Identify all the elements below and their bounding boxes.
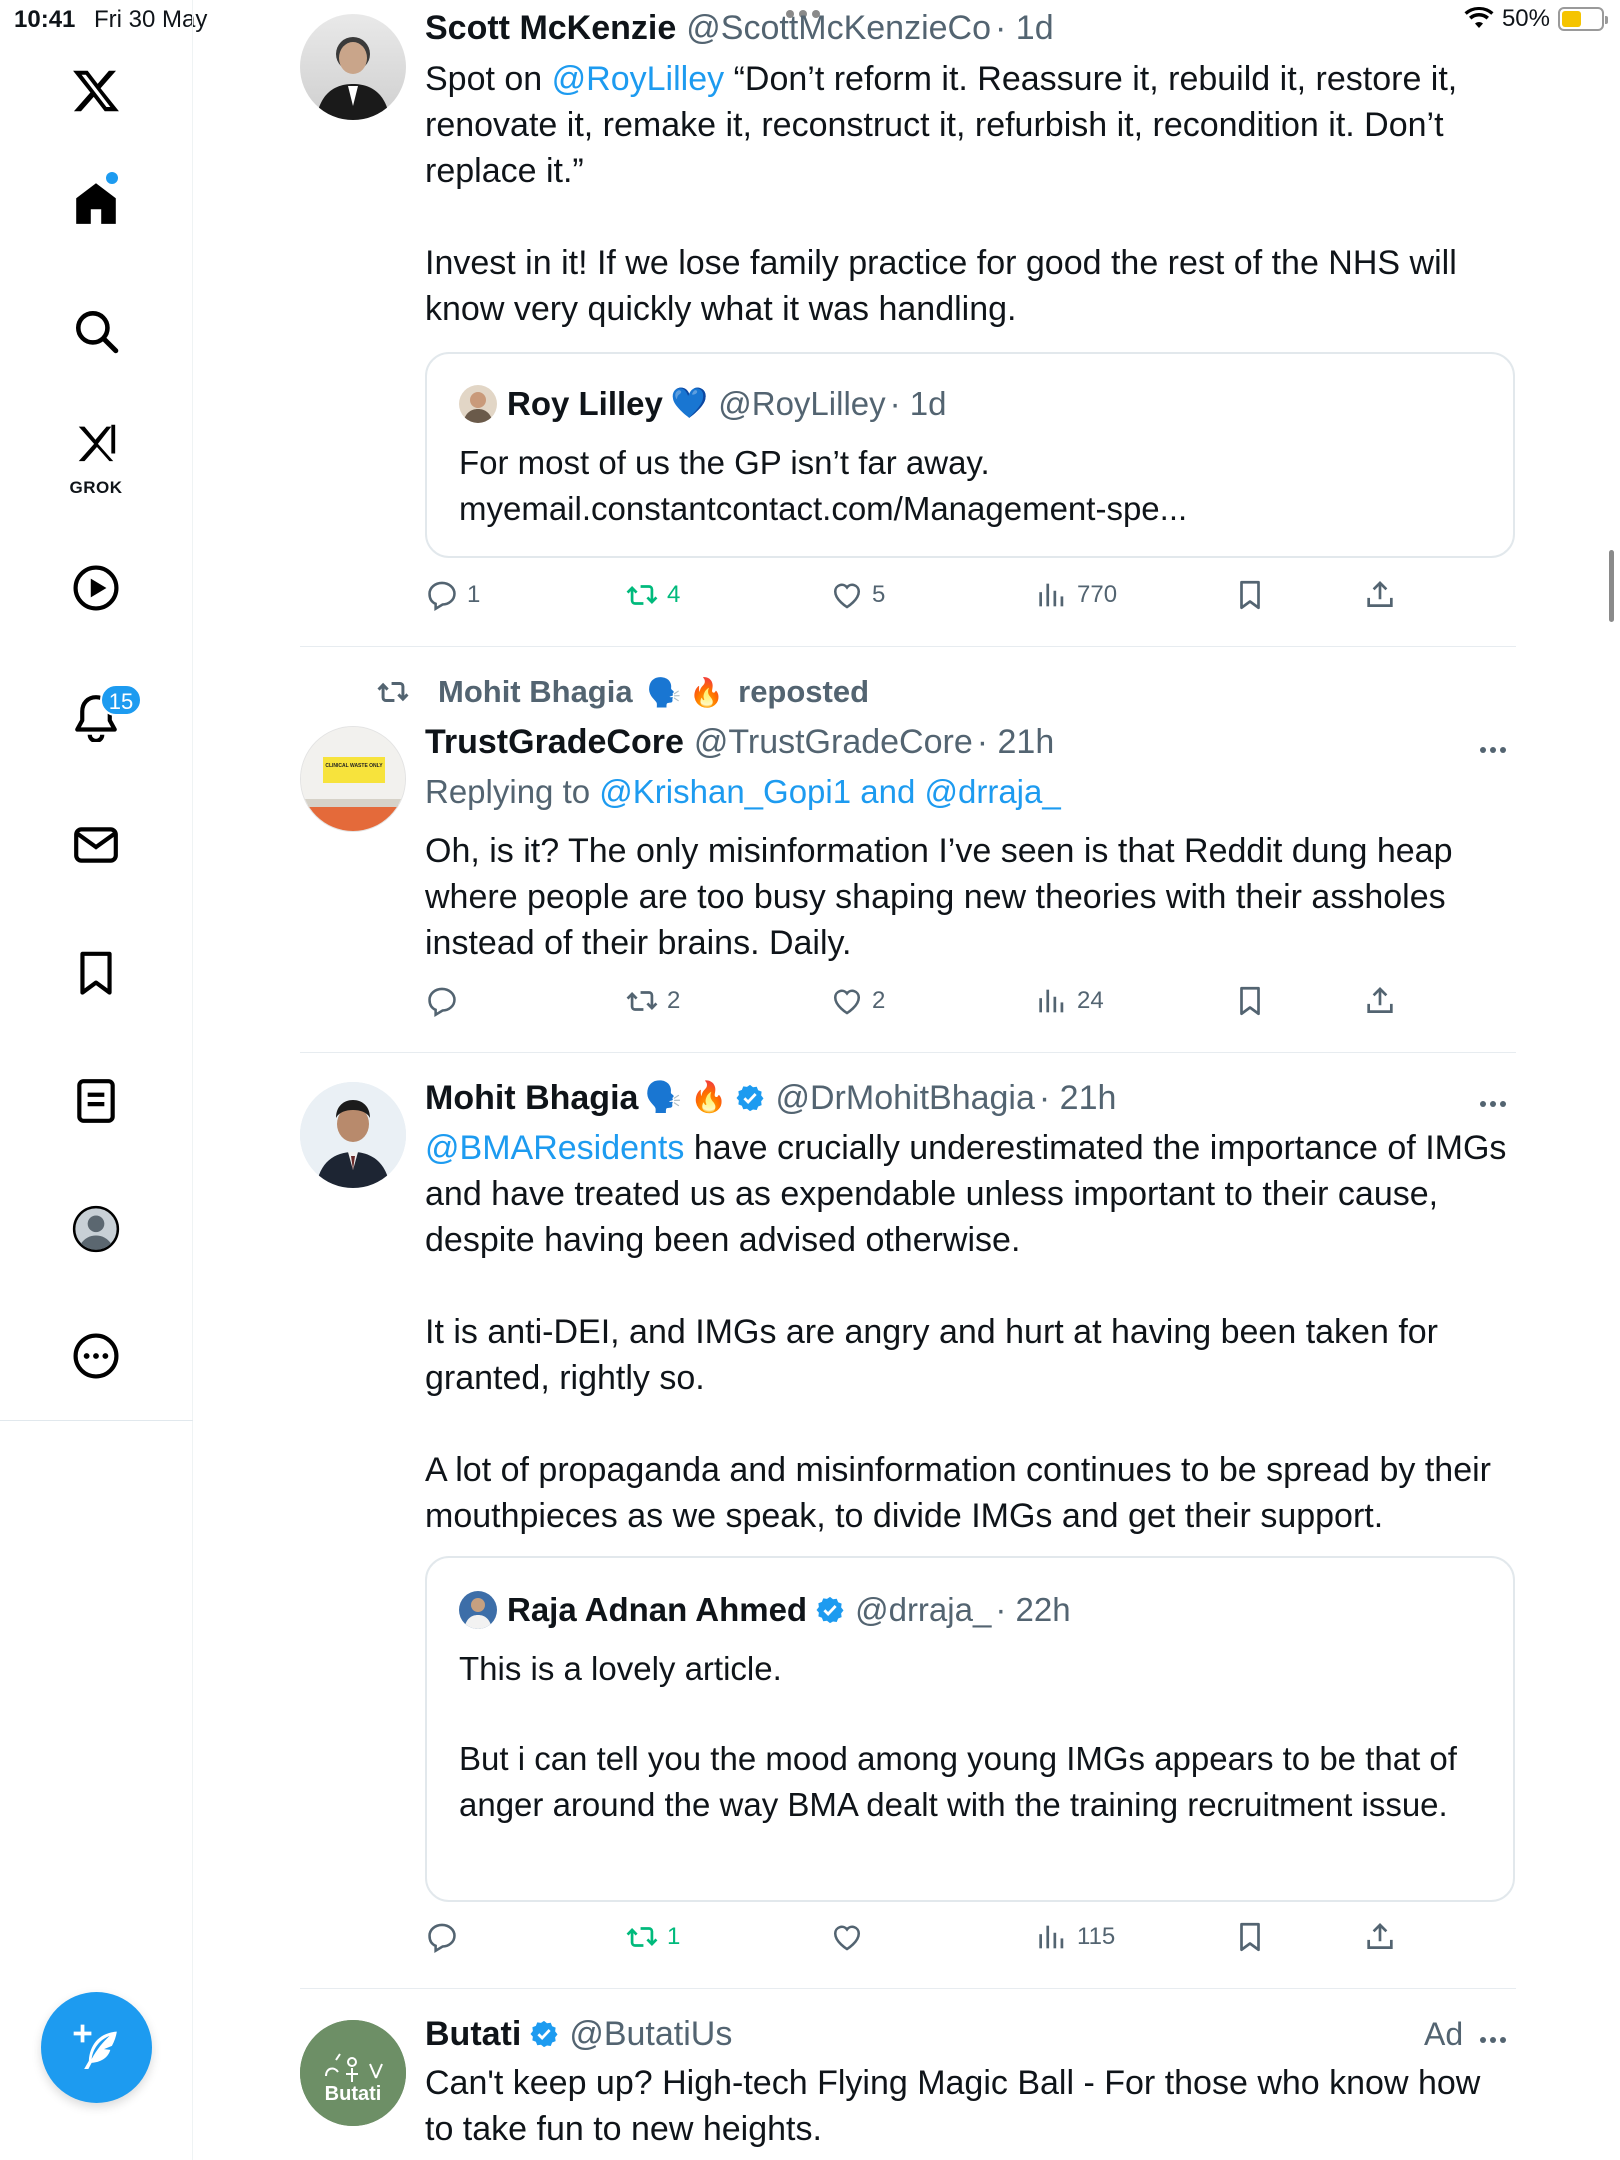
avatar[interactable] <box>300 14 406 120</box>
like-button[interactable] <box>830 984 885 1018</box>
status-time: 10:41 <box>14 6 76 33</box>
replying-prefix: Replying to <box>425 773 591 810</box>
repost-button[interactable] <box>625 578 680 612</box>
tweet-text-part: Spot on <box>425 60 552 98</box>
bookmark-button[interactable] <box>1233 984 1267 1018</box>
share-button[interactable] <box>1363 1920 1397 1954</box>
tweet-header <box>425 6 1515 50</box>
heart-icon <box>830 1920 864 1954</box>
tweet-header <box>425 1076 1515 1120</box>
envelope-icon[interactable] <box>55 804 137 886</box>
views-icon <box>1035 578 1069 612</box>
share-icon <box>1363 1920 1397 1954</box>
repost-button[interactable] <box>625 984 680 1018</box>
repost-icon <box>376 675 410 709</box>
tweet-author-name[interactable]: Mohit Bhagia <box>425 1079 639 1117</box>
sidebar <box>0 0 193 2160</box>
quote-author-name: Roy Lilley <box>507 385 663 422</box>
avatar-sign-text: CLINICAL WASTE ONLY <box>325 763 383 769</box>
play-icon[interactable] <box>55 547 137 629</box>
replying-and: and <box>860 773 916 810</box>
quote-text-paragraph: But i can tell you the mood among young IMGs appears to be that of anger around the way BMA dealt with the training recruitment issue. <box>459 1740 1457 1823</box>
reply-count: 1 <box>467 581 481 608</box>
quote-text: For most of us the GP isn’t far away. <box>459 444 990 481</box>
share-button[interactable] <box>1363 578 1397 612</box>
home-unread-dot <box>106 172 118 184</box>
views-button[interactable] <box>1035 578 1117 612</box>
repost-count: 4 <box>667 581 681 608</box>
verified-badge-icon <box>815 1595 845 1625</box>
repost-count: 1 <box>667 1923 681 1950</box>
notification-badge: 15 <box>100 684 142 716</box>
quote-author-handle: @RoyLilley <box>718 385 886 422</box>
reply-button[interactable] <box>425 578 480 612</box>
quote-author-name: Raja Adnan Ahmed <box>507 1591 808 1628</box>
tweet-divider <box>300 1052 1516 1053</box>
views-count: 115 <box>1077 1923 1116 1950</box>
views-icon <box>1035 984 1069 1018</box>
quote-avatar <box>459 1591 497 1629</box>
reply-button[interactable] <box>425 984 467 1018</box>
battery-percent: 50% <box>1501 5 1550 32</box>
tweet-text-paragraph: It is anti-DEI, and IMGs are angry and hurt at having been taken for granted, rightly so. <box>425 1313 1438 1397</box>
share-button[interactable] <box>1363 984 1397 1018</box>
avatar[interactable] <box>300 726 406 832</box>
mention-link[interactable]: @drraja_ <box>924 773 1061 810</box>
bookmark-icon <box>1233 984 1267 1018</box>
avatar-icon[interactable] <box>55 1188 137 1270</box>
quote-link[interactable]: myemail.constantcontact.com/Management-spe... <box>459 490 1188 527</box>
tweet-author-handle[interactable]: @TrustGradeCore <box>693 723 973 761</box>
tweet-author-name[interactable]: Scott McKenzie <box>425 9 677 47</box>
x-logo-icon[interactable] <box>55 50 137 132</box>
like-button[interactable] <box>830 578 885 612</box>
bookmark-button[interactable] <box>1233 578 1267 612</box>
tweet-author-handle[interactable]: @ButatiUs <box>569 2015 733 2053</box>
reply-icon <box>425 578 459 612</box>
verified-badge-icon <box>735 1083 765 1113</box>
tweet-text <box>425 1125 1515 1263</box>
like-count: 5 <box>872 581 886 608</box>
views-button[interactable] <box>1035 984 1104 1018</box>
tweet-header <box>425 720 1515 764</box>
quoted-tweet[interactable] <box>425 352 1515 558</box>
tweet-header <box>425 2012 1515 2056</box>
replying-to <box>425 770 1515 814</box>
avatar-text: Butati <box>324 2083 382 2105</box>
share-icon <box>1363 578 1397 612</box>
repost-icon <box>625 578 659 612</box>
tweet-text-part: have crucially underestimated the importance of IMGs and have treated us as expendable unless important to their cause, despite having been advised otherwise. <box>425 1129 1507 1259</box>
tweet-text <box>425 56 1515 194</box>
tweet-text-part: “Don’t reform it. Reassure it, rebuild it, restore it, renovate it, remake it, reconstruct it, refurbish it, recondition it. Don’t replace it.” <box>425 60 1458 190</box>
tweet-divider <box>300 646 1516 647</box>
reposter-emoji: 🗣️ 🔥 <box>646 676 725 708</box>
heart-icon <box>830 578 864 612</box>
tweet-author-name[interactable]: TrustGradeCore <box>425 723 684 761</box>
tweet-time[interactable]: · 1d <box>995 9 1054 47</box>
repost-context <box>376 674 869 710</box>
tweet-time[interactable]: · 21h <box>976 723 1055 761</box>
reposter-name[interactable]: Mohit Bhagia <box>438 674 633 709</box>
author-emoji: 🗣️ 🔥 <box>644 1081 728 1114</box>
mention-link[interactable]: @RoyLilley <box>551 60 725 98</box>
quote-author-handle: @drraja_ <box>855 1591 992 1628</box>
mention-link[interactable]: @BMAResidents <box>425 1129 685 1167</box>
quote-time: · 22h <box>995 1591 1071 1628</box>
more-options-icon[interactable] <box>1480 2030 1514 2040</box>
views-icon <box>1035 1920 1069 1954</box>
like-count: 2 <box>872 987 886 1014</box>
views-button[interactable] <box>1035 1920 1115 1954</box>
mention-link[interactable]: @Krishan_Gopi1 <box>599 773 852 810</box>
bookmark-icon[interactable] <box>55 932 137 1014</box>
scrollbar[interactable] <box>1609 550 1614 622</box>
repost-button[interactable] <box>625 1920 680 1954</box>
tweet-text-paragraph: A lot of propaganda and misinformation continues to be spread by their mouthpieces as we speak, to divide IMGs and get their support. <box>425 1451 1492 1535</box>
reply-icon <box>425 1920 459 1954</box>
tweet-actions <box>425 984 1515 1024</box>
repost-count: 2 <box>667 987 681 1014</box>
tweet-text: Oh, is it? The only misinformation I’ve seen is that Reddit dung heap where people are too busy shaping new theories with their assholes instead of their brains. Daily. <box>425 832 1453 962</box>
tweet-divider <box>300 1988 1516 1989</box>
more-circle-icon[interactable] <box>55 1315 137 1397</box>
views-count: 770 <box>1077 581 1118 608</box>
grok-label: GROK <box>69 478 123 497</box>
share-icon <box>1363 984 1397 1018</box>
tweet-time[interactable]: · 21h <box>1038 1079 1117 1117</box>
quote-text: This is a lovely article. <box>459 1650 782 1687</box>
battery-icon <box>1558 7 1604 31</box>
quoted-tweet[interactable] <box>425 1556 1515 1902</box>
repost-icon <box>625 1920 659 1954</box>
bookmark-icon <box>1233 578 1267 612</box>
list-icon[interactable] <box>55 1060 137 1142</box>
reply-icon <box>425 984 459 1018</box>
tweet-actions <box>425 1920 1515 1960</box>
tweet-author-handle[interactable]: @DrMohitBhagia <box>775 1079 1035 1117</box>
avatar[interactable] <box>300 2020 406 2126</box>
quote-avatar <box>459 385 497 423</box>
tweet-author-handle[interactable]: @ScottMcKenzieCo <box>686 9 992 47</box>
sidebar-divider <box>0 1420 193 1421</box>
views-count: 24 <box>1077 987 1104 1014</box>
bookmark-button[interactable] <box>1233 1920 1267 1954</box>
tweet-actions <box>425 578 1515 618</box>
repost-icon <box>625 984 659 1018</box>
tweet-text: Can't keep up? High-tech Flying Magic Ball - For those who know how to take fun to new heights. <box>425 2064 1481 2148</box>
quote-time: · 1d <box>889 385 947 422</box>
reposted-label: reposted <box>738 674 870 709</box>
reply-button[interactable] <box>425 1920 467 1954</box>
compose-button[interactable] <box>41 1992 152 2103</box>
more-options-icon[interactable] <box>1480 740 1514 750</box>
tweet-text-paragraph: Invest in it! If we lose family practice for good the rest of the NHS will know very quickly what it was handling. <box>425 244 1457 328</box>
more-options-icon[interactable] <box>1480 1094 1514 1104</box>
tweet-author-name[interactable]: Butati <box>425 2015 522 2053</box>
compose-icon <box>69 2020 125 2076</box>
heart-icon <box>830 984 864 1018</box>
status-date: Fri 30 May <box>94 6 208 33</box>
like-button[interactable] <box>830 1920 872 1954</box>
ad-label: Ad <box>1424 2016 1464 2052</box>
search-icon[interactable] <box>55 290 137 372</box>
bookmark-icon <box>1233 1920 1267 1954</box>
blue-heart-icon: 💙 <box>670 387 709 420</box>
avatar[interactable] <box>300 1082 406 1188</box>
verified-badge-icon <box>529 2019 559 2049</box>
home-icon[interactable] <box>55 162 137 244</box>
